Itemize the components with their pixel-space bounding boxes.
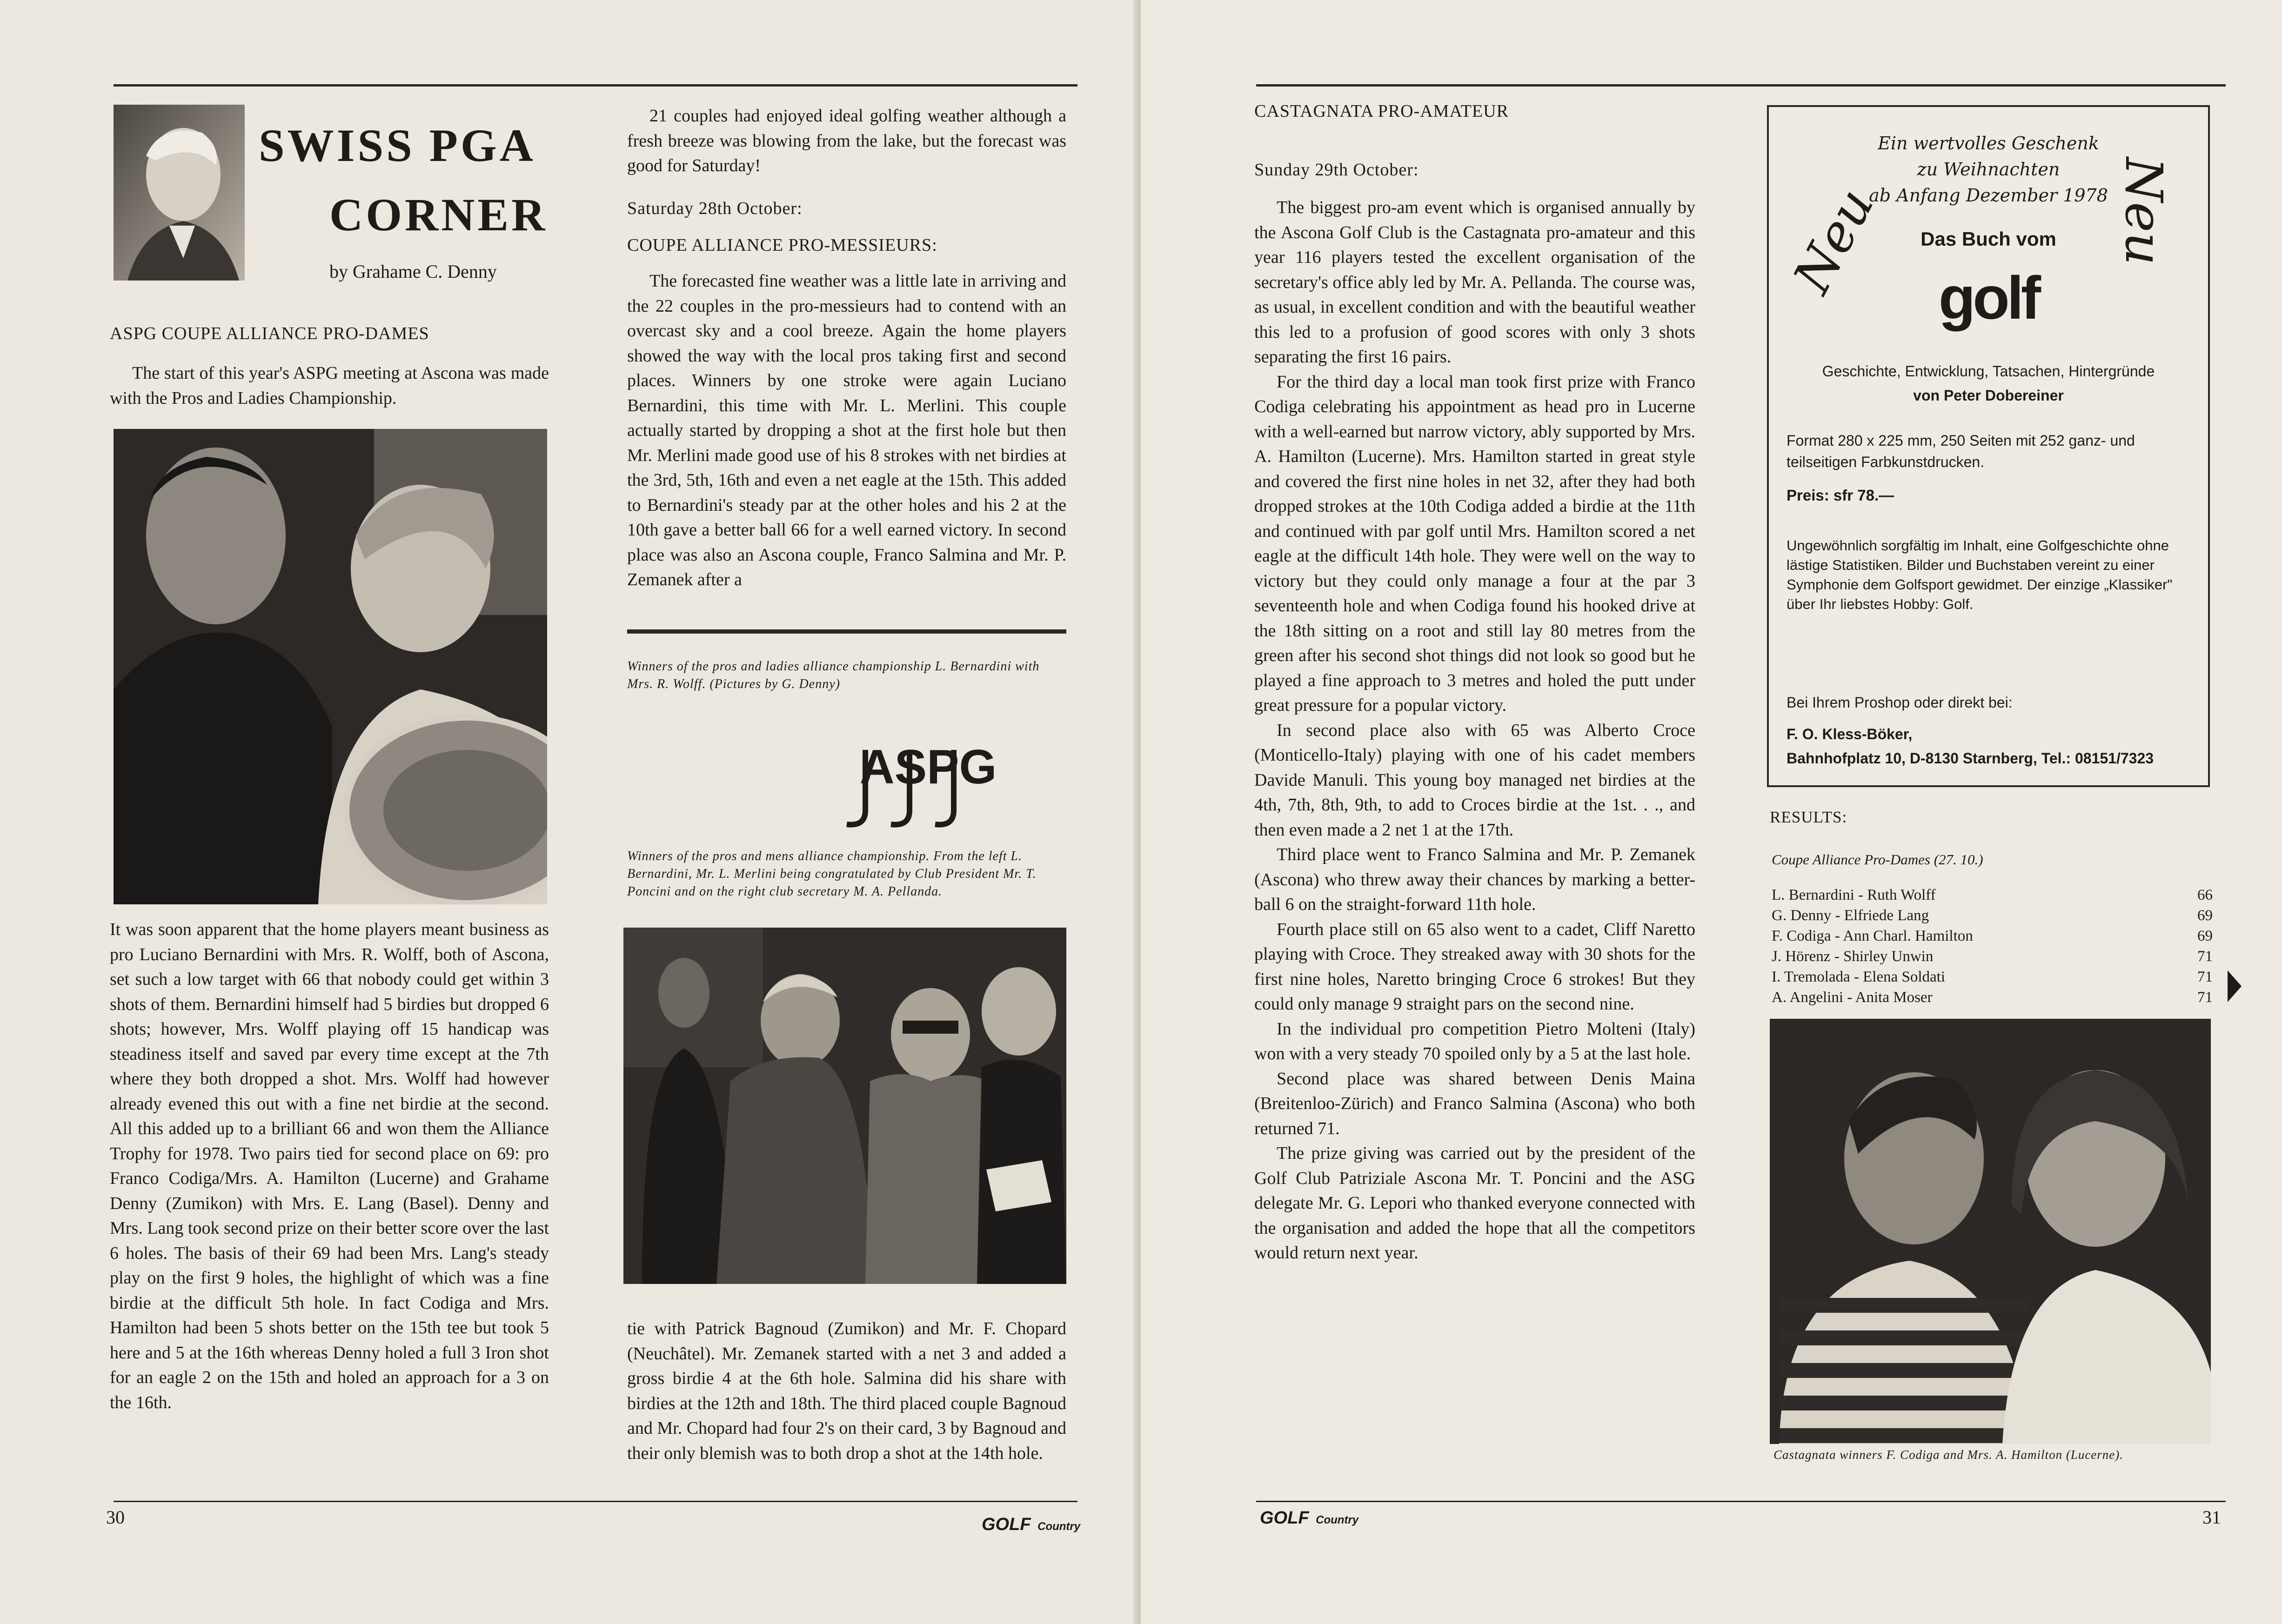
caption-photo1: Winners of the pros and ladies alliance championship L. Bernardini with Mrs. R. Wolff. (Pictures by G. Denny) — [627, 659, 1040, 691]
photo-codiga-hamilton — [1770, 1019, 2211, 1444]
paragraph: In second place also with 65 was Alberto Croce (Monticello-Italy) playing with one of his cadet members Davide Manuli. This young boy managed net birdies at the 4th, 7th, 8th, 9th, to add to Croces birdie at the 1st. . ., and then even made a 2 net 1 at the 17th. — [1254, 720, 1695, 840]
ad-company: F. O. Kless-Böker, — [1787, 726, 1913, 742]
ad-golf-wordmark: golf — [1938, 264, 2039, 332]
neu-right-text: Neu — [2114, 157, 2174, 266]
section-heading-castagnata: CASTAGNATA PRO-AMATEUR — [1254, 101, 1509, 121]
footer-logo-left — [982, 1515, 1080, 1535]
result-score: 69 — [2197, 928, 2213, 944]
byline: by Grahame C. Denny — [329, 261, 497, 282]
ad-order-line: Bei Ihrem Proshop oder direkt bei: — [1787, 694, 2013, 711]
column2-top — [627, 104, 1066, 179]
article-title-line2: CORNER — [329, 189, 548, 241]
section-heading-pro-messieurs: COUPE ALLIANCE PRO-MESSIEURS: — [627, 235, 937, 255]
bottom-rule — [1256, 1501, 2226, 1502]
photo-bernardini-wolff — [114, 429, 547, 904]
paragraph: For the third day a local man took first prize with Franco Codiga celebrating his appointment as head pro in Lucerne with a well-earned but narrow victory, ably supported by Mrs. A. Hamilton (Lucerne). Mrs. Hamilton started in great style and covered the first nine holes in net 32, after they had both dropped strokes at the 10th Codiga added a birdie at the 11th and continued with par golf until Mrs. Hamilton scored a net eagle at the difficult 14th hole. They were well on the way to victory but they could only manage a four at the par 3 seventeenth hole and when Codiga found his hooked drive at the 18th sitting on a root and still lay 80 metres from the green after his second shot things did not look so good but he played a fine approach to 3 metres and holed the putt under great pressure for a popular victory. — [1254, 372, 1695, 715]
paragraph: Third place went to Franco Salmina and Mr. P. Zemanek (Ascona) who threw away their chances by marking a better-ball 6 on the straight-forward 11th hole. — [1254, 845, 1695, 914]
result-pair: J. Hörenz - Shirley Unwin — [1772, 948, 1934, 965]
result-score: 69 — [2197, 907, 2213, 924]
next-page-arrow-icon — [2228, 970, 2242, 1002]
top-rule — [1256, 84, 2226, 87]
ad-price: Preis: sfr 78.— — [1787, 487, 1894, 504]
ad-script-line3: ab Anfang Dezember 1978 — [1869, 185, 2108, 206]
date-saturday: Saturday 28th October: — [627, 199, 803, 218]
column2-text: The forecasted fine weather was a little late in arriving and the 22 couples in the pro-messieurs had to contend with an overcast sky and a cool breeze. Again the home players showed the way with the local pros taking first and second places. Winners by one stroke were again Luciano Bernardini, this time with Mr. L. Merlini. This couple actually started by dropping a shot at the first hole but then Mr. Merlini made good use of his 8 strokes with net birdies at the 3rd, 5th, 16th and even a net eagle at the 15th. This added to Bernardini's steady par at the other holes and his 2 at the 10th gave a better ball 66 for a well earned victory. In second place was also an Ascona couple, Franco Salmina and Mr. P. Zemanek after a — [627, 271, 1066, 589]
article-title-line1: SWISS PGA — [259, 120, 536, 171]
aspg-logo-mark — [819, 741, 1037, 834]
footer-logo-country: Country — [1316, 1514, 1359, 1526]
ad-author: von Peter Dobereiner — [1913, 387, 2064, 404]
castagnata-body — [1254, 195, 1695, 1266]
intro-paragraph — [110, 361, 549, 411]
column1-text: It was soon apparent that the home players meant business as pro Luciano Bernardini with Mrs. R. Wolff, both of Ascona, set such a low target with 66 that nobody could get within 3 shots of them. Bernardini himself had 5 birdies but dropped 6 shots; however, Mrs. Wolff playing off 15 handicap was steadiness itself and saved par every time except at the 7th where they both dropped a shot. Mrs. Wolff had however already evened this out with a fine net birdie at the second. All this added up to a brilliant 66 and won them the Alliance Trophy for 1978. Two pairs tied for second place on 69: pro Franco Codiga/Mrs. A. Hamilton (Lucerne) and Grahame Denny (Zumikon) with Mrs. E. Lang (Basel). Denny and Mrs. Lang took second prize on their better score over the last 6 holes. The basis of their 69 had been Mrs. Lang's steady play on the first 9 holes, the highlight of which was a fine birdie at the difficult 5th hole. In fact Codiga and Mrs. Hamilton had been 5 shots better on the 15th tee but took 5 here and 5 at the 16th whereas Denny holed a full 3 Iron shot for an eagle 2 on the 15th and holed an approach for a 3 on the 16th. — [110, 920, 549, 1412]
column2-body — [627, 269, 1066, 593]
ad-script-line2: zu Weihnachten — [1917, 159, 2060, 180]
footer-logo-country: Country — [1037, 1520, 1081, 1533]
author-portrait — [114, 105, 245, 281]
ad-address: Bahnhofplatz 10, D-8130 Starnberg, Tel.: 08151/7323 — [1787, 750, 2154, 767]
footer-logo-right — [1260, 1508, 1358, 1528]
column1-body — [110, 917, 549, 1415]
result-score: 71 — [2197, 969, 2213, 985]
column2-bottom — [627, 1317, 1066, 1466]
ad-format: Format 280 x 225 mm, 250 Seiten mit 252 ganz- und teilseitigen Farbkunstdrucken. — [1787, 432, 2135, 470]
book-advertisement — [1767, 105, 2210, 787]
result-pair: G. Denny - Elfriede Lang — [1772, 907, 1929, 924]
aspg-logo-text: ASPG — [859, 741, 997, 794]
page-number-left: 30 — [106, 1507, 125, 1528]
ad-script-line1: Ein wertvolles Geschenk — [1878, 133, 2099, 154]
result-pair: L. Bernardini - Ruth Wolff — [1772, 887, 1936, 903]
bottom-rule — [114, 1501, 1077, 1502]
page-number-right: 31 — [2202, 1507, 2221, 1528]
result-score: 66 — [2197, 887, 2213, 903]
ad-blurb: Ungewöhnlich sorgfältig im Inhalt, eine Golfgeschichte ohne lästige Statistiken. Bilder und Buchstaben vereint zu einer Symphonie dem Golfsport gewidmet. Der einzige „Klassiker" über Ihr liebstes Hobby: Golf. — [1787, 537, 2173, 612]
paragraph: Fourth place still on 65 also went to a cadet, Cliff Naretto playing with Croce. They streaked away with 30 shots for the first nine holes, Naretto bringing Croce 6 strokes! But they could only manage 9 straight pars on the second nine. — [1254, 919, 1695, 1014]
paragraph: The prize giving was carried out by the president of the Golf Club Patriziale Ascona Mr. T. Poncini and the ASG delegate Mr. G. Lepori who thanked everyone connected with the organisation and added the hope that all the competitors would return next year. — [1254, 1143, 1695, 1263]
result-pair: F. Codiga - Ann Charl. Hamilton — [1772, 928, 1973, 944]
footer-logo-golf: GOLF — [982, 1515, 1031, 1534]
caption-photo2: Winners of the pros and mens alliance championship. From the left L. Bernardini, Mr. L. Merlini being congratulated by Club President Mr. T. Poncini and on the right club secretary M. A. Pellanda. — [627, 849, 1037, 899]
top-rule — [114, 84, 1077, 87]
aspg-logo — [819, 741, 1037, 834]
ad-subjects: Geschichte, Entwicklung, Tatsachen, Hintergründe — [1822, 363, 2155, 380]
intro-text: The start of this year's ASPG meeting at Ascona was made with the Pros and Ladies Championship. — [110, 363, 549, 408]
section-heading-pro-dames: ASPG COUPE ALLIANCE PRO-DAMES — [110, 324, 429, 343]
paragraph: In the individual pro competition Pietro Molteni (Italy) won with a very steady 70 spoiled only by a 5 at the last hole. — [1254, 1019, 1695, 1063]
result-score: 71 — [2197, 948, 2213, 965]
column2-top-text: 21 couples had enjoyed ideal golfing weather although a fresh breeze was blowing from the lake, but the forecast was good for Saturday! — [627, 106, 1066, 175]
result-pair: A. Angelini - Anita Moser — [1772, 989, 1933, 1006]
photo-merlini-poncini — [623, 928, 1066, 1284]
footer-logo-golf: GOLF — [1260, 1508, 1309, 1528]
caption-rule — [627, 629, 1066, 634]
neu-left-text: Neu — [1782, 179, 1886, 303]
right-page — [1141, 0, 2282, 1624]
results-heading: RESULTS: — [1770, 808, 1847, 826]
result-pair: I. Tremolada - Elena Soldati — [1772, 969, 1946, 985]
paragraph: The biggest pro-am event which is organised annually by the Ascona Golf Club is the Castagnata pro-amateur and this year 116 players tested the excellent organisation of the secretary's office ably led by Mr. A. Pellanda. The course was, as usual, in excellent condition and with the beautiful weather this led to a profusion of good scores with only 3 shots separating the first 16 pairs. — [1254, 198, 1695, 367]
result-score: 71 — [2197, 989, 2213, 1006]
caption-photo3: Castagnata winners F. Codiga and Mrs. A. Hamilton (Lucerne). — [1773, 1448, 2124, 1462]
ad-book-title: Das Buch vom — [1921, 228, 2056, 250]
date-sunday: Sunday 29th October: — [1254, 160, 1419, 180]
results-subheading: Coupe Alliance Pro-Dames (27. 10.) — [1772, 851, 1983, 868]
paragraph: Second place was shared between Denis Maina (Breitenloo-Zürich) and Franco Salmina (Ascona) who both returned 71. — [1254, 1069, 1695, 1138]
column2-bottom-text: tie with Patrick Bagnoud (Zumikon) and Mr. F. Chopard (Neuchâtel). Mr. Zemanek started with a net 3 and added a gross birdie 4 at the 6th hole. Salmina did his share with birdies at the 12th and 18th. The third placed couple Bagnoud and Mr. Chopard had four 2's on their card, 3 by Bagnoud and their only blemish was to both drop a shot at the 14th hole. — [627, 1319, 1066, 1463]
